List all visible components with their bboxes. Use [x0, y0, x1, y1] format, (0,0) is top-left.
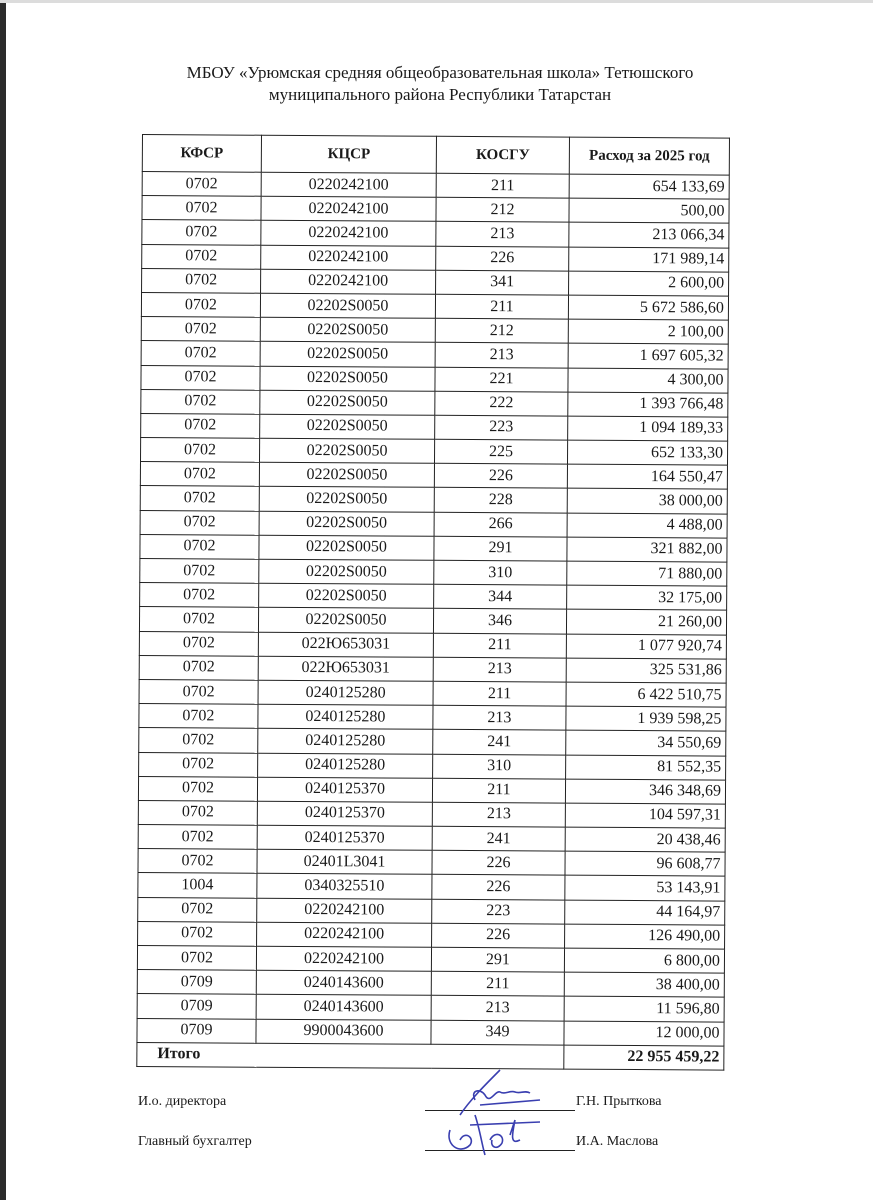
cell-kosgu: 211 [433, 681, 566, 706]
cell-kfsr: 0702 [141, 413, 260, 438]
signature-role: И.о. директора [138, 1094, 227, 1109]
cell-kcsr: 02202S0050 [260, 293, 435, 318]
table-header-row [142, 135, 729, 176]
cell-kcsr: 0220242100 [261, 221, 436, 246]
table-row [137, 1018, 724, 1046]
cell-kcsr: 02202S0050 [259, 535, 434, 560]
table-row [140, 558, 727, 586]
table-row [140, 583, 727, 611]
cell-kcsr: 02202S0050 [259, 462, 434, 487]
cell-kosgu: 213 [433, 657, 566, 682]
cell-expense: 6 800,00 [564, 948, 724, 973]
cell-expense: 213 066,34 [569, 222, 729, 247]
cell-kfsr: 0702 [138, 776, 257, 801]
cell-kcsr: 02202S0050 [260, 390, 435, 415]
cell-kfsr: 0702 [141, 341, 260, 366]
cell-kcsr: 0240125370 [257, 777, 432, 802]
cell-kfsr: 0702 [139, 728, 258, 753]
cell-kcsr: 02202S0050 [259, 583, 434, 608]
cell-kcsr: 0220242100 [256, 946, 431, 971]
cell-kosgu: 225 [434, 439, 567, 464]
cell-kfsr: 0702 [137, 945, 256, 970]
cell-kosgu: 241 [432, 826, 565, 851]
cell-kosgu: 212 [436, 197, 569, 222]
signature-name: Г.Н. Прыткова [576, 1094, 662, 1109]
cell-kcsr: 0240125280 [258, 753, 433, 778]
cell-expense: 4 488,00 [567, 513, 727, 538]
cell-kosgu: 228 [434, 488, 567, 513]
cell-kcsr: 02202S0050 [259, 559, 434, 584]
cell-kosgu: 211 [433, 633, 566, 658]
cell-kcsr: 0220242100 [261, 245, 436, 270]
cell-kfsr: 0702 [138, 897, 257, 922]
cell-kcsr: 0240143600 [256, 995, 431, 1020]
cell-kcsr: 0240143600 [256, 970, 431, 995]
cell-expense: 1 393 766,48 [568, 392, 728, 417]
table-row [139, 631, 726, 659]
accountant-signature-icon [440, 1110, 550, 1160]
cell-kfsr: 0702 [141, 365, 260, 390]
scan-top-edge [0, 0, 873, 3]
cell-kfsr: 0702 [138, 800, 257, 825]
cell-kfsr: 0702 [138, 825, 257, 850]
table-row [139, 752, 726, 780]
signature-role: Главный бухгалтер [138, 1134, 252, 1149]
table-row [138, 873, 725, 901]
table-row [138, 800, 725, 828]
cell-kfsr: 0702 [141, 389, 260, 414]
cell-expense: 346 348,69 [565, 779, 725, 804]
cell-kcsr: 02202S0050 [260, 342, 435, 367]
cell-kfsr: 0702 [142, 268, 261, 293]
table-row [141, 317, 728, 345]
cell-kosgu: 241 [433, 730, 566, 755]
table-body [137, 172, 729, 1046]
cell-expense: 81 552,35 [566, 755, 726, 780]
table-row [138, 776, 725, 804]
header-expense: Расход за 2025 год [569, 137, 729, 175]
table-row [137, 970, 724, 998]
cell-kosgu: 346 [433, 609, 566, 634]
cell-kcsr: 0240125370 [257, 825, 432, 850]
cell-kosgu: 213 [432, 802, 565, 827]
table-row [138, 897, 725, 925]
cell-expense: 38 400,00 [564, 972, 724, 997]
cell-kosgu: 212 [435, 318, 568, 343]
cell-kosgu: 341 [436, 270, 569, 295]
cell-kcsr: 0220242100 [261, 269, 436, 294]
cell-kfsr: 0702 [139, 679, 258, 704]
cell-expense: 500,00 [569, 198, 729, 223]
cell-expense: 1 939 598,25 [566, 706, 726, 731]
table-row [137, 994, 724, 1022]
cell-kosgu: 226 [434, 464, 567, 489]
cell-kcsr: 0220242100 [257, 922, 432, 947]
table-row [139, 679, 726, 707]
cell-kfsr: 0702 [140, 486, 259, 511]
cell-kosgu: 344 [434, 584, 567, 609]
cell-kfsr: 0702 [139, 704, 258, 729]
cell-expense: 171 989,14 [569, 247, 729, 272]
title-line-2: муниципального района Республики Татарстан [268, 85, 612, 104]
cell-expense: 4 300,00 [568, 368, 728, 393]
cell-expense: 652 133,30 [567, 440, 727, 465]
table-row [140, 462, 727, 490]
cell-kosgu: 213 [435, 343, 568, 368]
cell-kfsr: 0702 [140, 510, 259, 535]
cell-kosgu: 310 [433, 754, 566, 779]
cell-expense: 1 094 189,33 [568, 416, 728, 441]
cell-expense: 2 100,00 [568, 319, 728, 344]
cell-expense: 38 000,00 [567, 489, 727, 514]
cell-kfsr: 0709 [137, 994, 256, 1019]
cell-expense: 6 422 510,75 [566, 682, 726, 707]
cell-kosgu: 211 [432, 778, 565, 803]
cell-kfsr: 0702 [142, 244, 261, 269]
cell-expense: 20 438,46 [565, 827, 725, 852]
table-row [139, 704, 726, 732]
total-value: 22 955 459,22 [564, 1045, 724, 1070]
cell-kcsr: 02202S0050 [260, 414, 435, 439]
table-row [138, 921, 725, 949]
cell-kfsr: 0702 [141, 317, 260, 342]
table-row [141, 341, 728, 369]
cell-kfsr: 0702 [138, 921, 257, 946]
document-title [100, 62, 780, 106]
table-row [138, 849, 725, 877]
cell-kosgu: 223 [435, 415, 568, 440]
cell-kfsr: 0709 [137, 970, 256, 995]
cell-kcsr: 0240125280 [258, 729, 433, 754]
cell-expense: 126 490,00 [565, 924, 725, 949]
cell-expense: 325 531,86 [566, 658, 726, 683]
cell-expense: 53 143,91 [565, 876, 725, 901]
cell-expense: 34 550,69 [566, 730, 726, 755]
cell-expense: 1 077 920,74 [566, 634, 726, 659]
cell-expense: 96 608,77 [565, 851, 725, 876]
cell-kcsr: 0220242100 [257, 898, 432, 923]
table-row [142, 196, 729, 224]
cell-kosgu: 213 [436, 222, 569, 247]
cell-kfsr: 0702 [139, 752, 258, 777]
cell-kosgu: 211 [436, 173, 569, 198]
cell-kcsr: 022Ю653031 [258, 656, 433, 681]
cell-expense: 5 672 586,60 [568, 295, 728, 320]
cell-expense: 71 880,00 [567, 561, 727, 586]
cell-kcsr: 0240125280 [258, 680, 433, 705]
cell-expense: 654 133,69 [569, 174, 729, 199]
cell-kcsr: 02401L3041 [257, 849, 432, 874]
cell-kosgu: 291 [434, 536, 567, 561]
cell-kfsr: 1004 [138, 873, 257, 898]
cell-kosgu: 211 [435, 294, 568, 319]
cell-kfsr: 0702 [140, 462, 259, 487]
cell-kosgu: 226 [432, 851, 565, 876]
table-row [141, 389, 728, 417]
cell-kosgu: 221 [435, 367, 568, 392]
cell-kfsr: 0702 [138, 849, 257, 874]
table-row [139, 655, 726, 683]
cell-kcsr: 02202S0050 [259, 511, 434, 536]
cell-kcsr: 02202S0050 [258, 608, 433, 633]
cell-kcsr: 022Ю653031 [258, 632, 433, 657]
cell-kfsr: 0702 [142, 172, 261, 197]
table-row [140, 486, 727, 514]
cell-kfsr: 0702 [139, 655, 258, 680]
table-row [142, 244, 729, 272]
cell-kcsr: 02202S0050 [260, 317, 435, 342]
cell-expense: 12 000,00 [564, 1021, 724, 1046]
cell-expense: 32 175,00 [567, 585, 727, 610]
table-row [141, 365, 728, 393]
cell-kfsr: 0702 [139, 631, 258, 656]
cell-kcsr: 0240125280 [258, 704, 433, 729]
cell-kosgu: 226 [432, 923, 565, 948]
cell-expense: 321 882,00 [567, 537, 727, 562]
table-row [140, 534, 727, 562]
cell-kfsr: 0702 [140, 534, 259, 559]
cell-kosgu: 266 [434, 512, 567, 537]
title-line-1: МБОУ «Урюмская средняя общеобразовательная школа» Тетюшского [186, 63, 694, 82]
table-row [139, 728, 726, 756]
table-row [141, 292, 728, 320]
cell-kosgu: 223 [432, 899, 565, 924]
signature-name: И.А. Маслова [576, 1134, 659, 1149]
cell-kosgu: 349 [431, 1020, 564, 1045]
cell-expense: 104 597,31 [565, 803, 725, 828]
cell-expense: 164 550,47 [567, 464, 727, 489]
cell-kfsr: 0702 [141, 292, 260, 317]
table-row [142, 172, 729, 200]
cell-kcsr: 02202S0050 [260, 366, 435, 391]
cell-kfsr: 0702 [142, 220, 261, 245]
table-row [138, 825, 725, 853]
table-row [139, 607, 726, 635]
table-row [142, 268, 729, 296]
cell-kosgu: 211 [431, 971, 564, 996]
cell-kosgu: 291 [431, 947, 564, 972]
cell-expense: 21 260,00 [566, 609, 726, 634]
cell-kosgu: 213 [431, 996, 564, 1021]
cell-kcsr: 02202S0050 [259, 438, 434, 463]
cell-kfsr: 0702 [142, 196, 261, 221]
header-kcsr: КЦСР [261, 135, 436, 173]
cell-kcsr: 9900043600 [256, 1019, 431, 1044]
cell-kcsr: 0240125370 [257, 801, 432, 826]
cell-expense: 2 600,00 [569, 271, 729, 296]
cell-kcsr: 0220242100 [261, 172, 436, 197]
cell-kfsr: 0702 [139, 607, 258, 632]
cell-kfsr: 0702 [140, 558, 259, 583]
scan-edge [0, 0, 6, 1200]
cell-kosgu: 226 [436, 246, 569, 271]
expense-table [136, 134, 730, 1071]
cell-expense: 44 164,97 [565, 900, 725, 925]
cell-kfsr: 0709 [137, 1018, 256, 1043]
total-label: Итого [137, 1042, 564, 1069]
cell-kosgu: 310 [434, 560, 567, 585]
cell-kosgu: 222 [435, 391, 568, 416]
cell-kfsr: 0702 [140, 438, 259, 463]
cell-expense: 1 697 605,32 [568, 343, 728, 368]
table-row [141, 413, 728, 441]
header-kosgu: КОСГУ [436, 136, 569, 174]
total-row [137, 1042, 724, 1070]
cell-kosgu: 226 [432, 875, 565, 900]
header-kfsr: КФСР [142, 135, 261, 173]
table-row [140, 438, 727, 466]
table-row [142, 220, 729, 248]
cell-kfsr: 0702 [140, 583, 259, 608]
cell-kcsr: 0220242100 [261, 196, 436, 221]
cell-kosgu: 213 [433, 705, 566, 730]
table-row [140, 510, 727, 538]
table-row [137, 945, 724, 973]
cell-kcsr: 0340325510 [257, 874, 432, 899]
cell-expense: 11 596,80 [564, 996, 724, 1021]
cell-kcsr: 02202S0050 [259, 487, 434, 512]
